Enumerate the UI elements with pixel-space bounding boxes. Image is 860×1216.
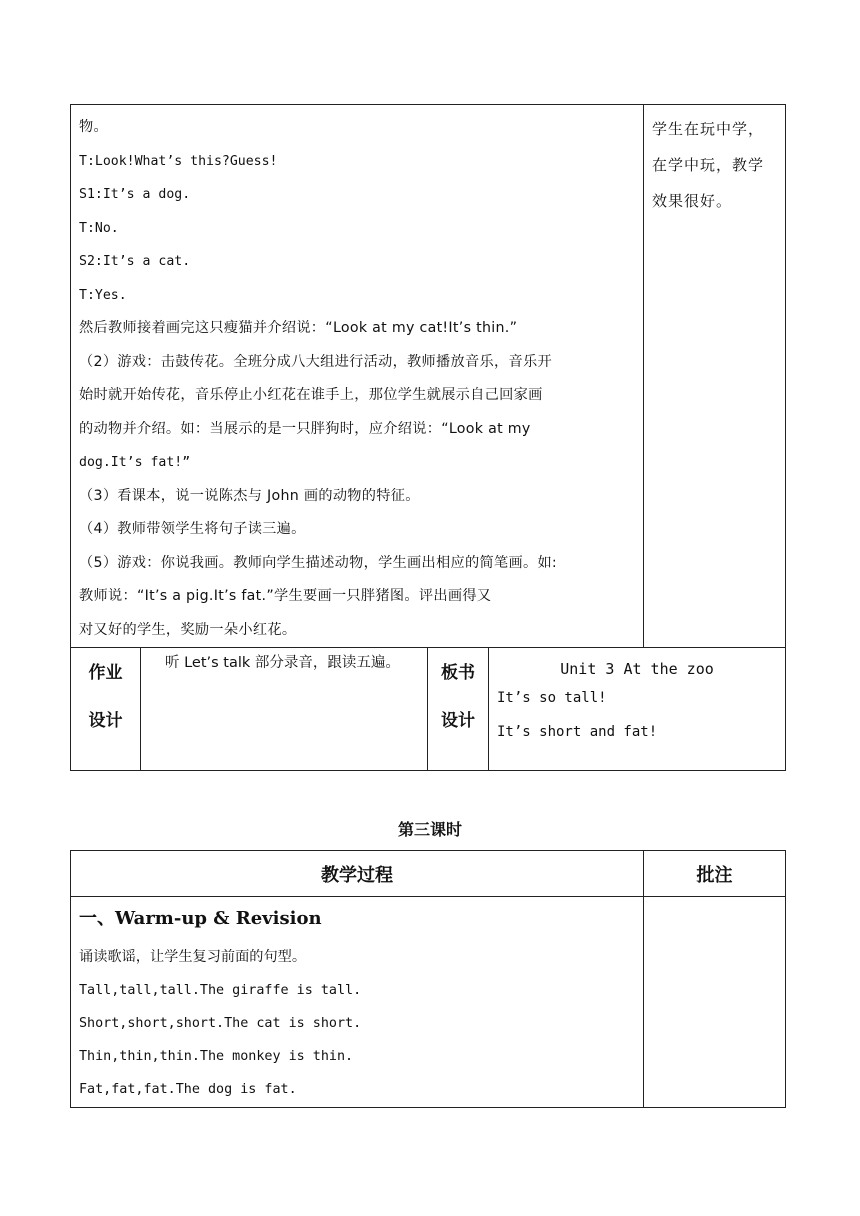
teaching-process-cell	[71, 105, 644, 648]
teaching-process-lines	[79, 111, 635, 647]
homework-label-line-2: 设计	[88, 711, 123, 731]
text-line: （2）游戏：击鼓传花。全班分成八大组进行活动，教师播放音乐，音乐开	[79, 353, 552, 370]
board-line-1: It’s so tall!	[497, 690, 607, 706]
header-teaching-process: 教学过程	[71, 851, 644, 897]
text-line: T:No.	[79, 220, 119, 236]
board-label-line-2: 设计	[441, 711, 475, 731]
warmup-cell	[71, 897, 644, 1108]
text-line: dog.It’s fat!”	[79, 455, 191, 470]
board-label-line-1: 板书	[441, 663, 475, 683]
text-line: 对又好的学生，奖励一朵小红花。	[79, 621, 297, 638]
lesson-table-continued	[70, 104, 786, 771]
annotation-cell	[644, 105, 786, 648]
text-line: 教师说：“It’s a pig.It’s fat.”学生要画一只胖猪图。评出画得又	[79, 588, 492, 604]
text-line: 的动物并介绍。如：当展示的是一只胖狗时，应介绍说：“Look at my	[79, 420, 531, 437]
text-line: Fat,fat,fat.The dog is fat.	[79, 1082, 297, 1097]
text-line: （5）游戏：你说我画。教师向学生描述动物，学生画出相应的简笔画。如:	[79, 554, 558, 571]
section-title: 第三课时	[397, 820, 462, 839]
warmup-lines	[79, 941, 635, 1106]
text-line: Thin,thin,thin.The monkey is thin.	[79, 1049, 354, 1064]
text-line: T:Yes.	[79, 287, 127, 303]
text-line: 物。	[79, 119, 108, 135]
homework-text: 听 Let’s talk 部分录音，跟读五遍。	[165, 655, 400, 671]
homework-label-line-1: 作业	[88, 663, 123, 683]
board-line-2: It’s short and fat!	[497, 724, 658, 740]
board-label-cell	[428, 648, 489, 771]
text-line: Short,short,short.The cat is short.	[79, 1016, 362, 1031]
text-line: T:Look!What’s this?Guess!	[79, 153, 278, 169]
annotation-line: 在学中玩，教学	[652, 156, 765, 174]
text-line: S2:It’s a cat.	[79, 254, 191, 269]
text-line: （4）教师带领学生将句子读三遍。	[79, 521, 306, 537]
board-content-cell	[489, 648, 786, 771]
homework-label-cell	[71, 648, 141, 771]
homework-content-cell	[141, 648, 428, 771]
annotation-text	[652, 111, 777, 219]
annotation-line: 效果很好。	[652, 192, 733, 210]
text-line: 始时就开始传花，音乐停止小红花在谁手上，那位学生就展示自己回家画	[79, 387, 543, 403]
warmup-annotation-cell	[644, 897, 786, 1108]
lesson-table-third	[70, 850, 786, 1108]
annotation-line: 学生在玩中学，	[652, 120, 765, 138]
text-line: 然后教师接着画完这只瘦猫并介绍说：“Look at my cat!It’s thin.”	[79, 320, 518, 336]
text-line: S1:It’s a dog.	[79, 187, 191, 202]
header-annotation: 批注	[644, 851, 786, 897]
text-line: （3）看课本，说一说陈杰与 John 画的动物的特征。	[79, 487, 420, 504]
text-line: 诵读歌谣，让学生复习前面的句型。	[79, 949, 307, 965]
warmup-title: 一、Warm-up & Revision	[79, 908, 322, 929]
board-title: Unit 3 At the zoo	[560, 660, 714, 678]
text-line: Tall,tall,tall.The giraffe is tall.	[79, 983, 362, 998]
